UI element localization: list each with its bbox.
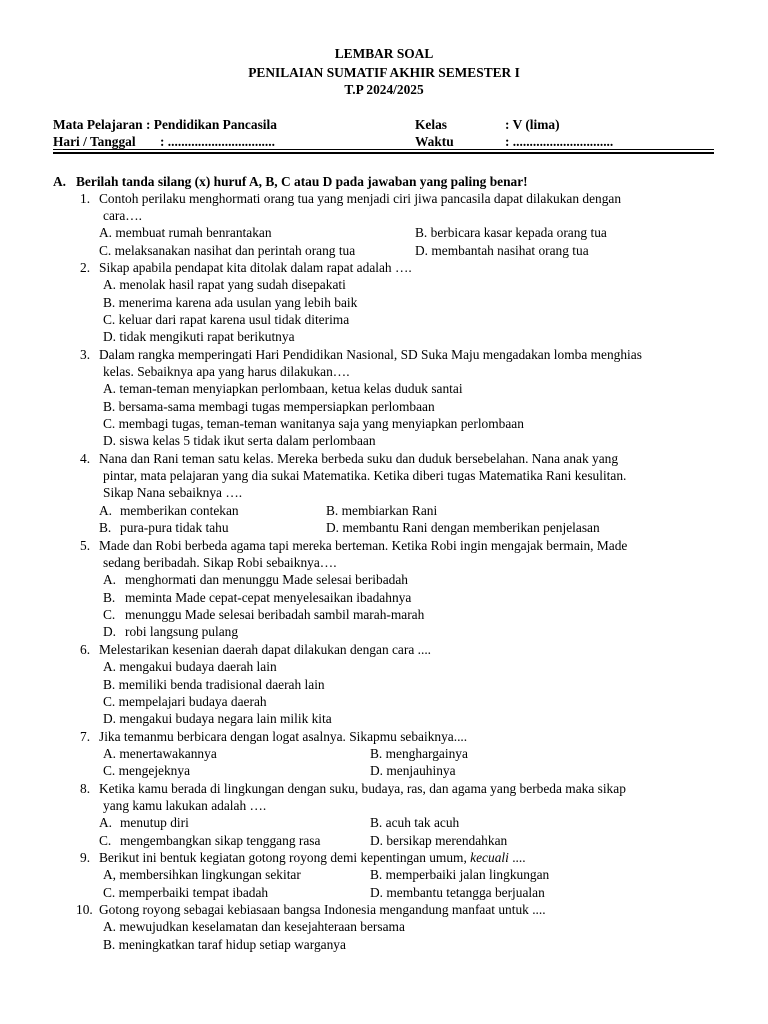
answer-option: memberikan contekan	[120, 503, 239, 518]
answer-option: C. mengejeknya	[103, 763, 191, 778]
option-letter: D.	[103, 624, 117, 639]
option-letter: A.	[99, 815, 113, 830]
question-number: 6.	[80, 642, 91, 657]
answer-option: A, membersihkan lingkungan sekitar	[103, 867, 301, 882]
answer-option: C. mempelajari budaya daerah	[103, 694, 267, 709]
question-number: 5.	[80, 538, 91, 553]
question-number: 8.	[80, 781, 91, 796]
subject-label: Mata Pelajaran : Pendidikan Pancasila	[53, 117, 277, 132]
answer-option: B. meningkatkan taraf hidup setiap warganya	[103, 937, 346, 952]
question-text: sedang beribadah. Sikap Robi sebaiknya….	[103, 555, 337, 570]
question-text	[99, 849, 526, 866]
header-divider-thin	[53, 149, 714, 150]
answer-option: B. memperbaiki jalan lingkungan	[370, 867, 550, 882]
answer-option: B. memiliki benda tradisional daerah lain	[103, 677, 325, 692]
answer-option: D. membantu tetangga berjualan	[370, 885, 545, 900]
time-field: : ..............................	[505, 134, 614, 149]
question-number: 10.	[76, 902, 93, 917]
date-field: : ................................	[160, 134, 275, 149]
answer-option: D. menjauhinya	[370, 763, 456, 778]
class-value: : V (lima)	[505, 117, 560, 132]
answer-option: B. bersama-sama membagi tugas mempersiapkan perlombaan	[103, 399, 435, 414]
question-text: Jika temanmu berbicara dengan logat asalnya. Sikapmu sebaiknya....	[99, 729, 468, 744]
answer-option: A. menolak hasil rapat yang sudah disepakati	[103, 277, 346, 292]
answer-option: D. mengakui budaya negara lain milik kita	[103, 711, 332, 726]
answer-option: C. memperbaiki tempat ibadah	[103, 885, 269, 900]
question-text: Made dan Robi berbeda agama tapi mereka berteman. Ketika Robi ingin mengajak bermain, Made	[99, 538, 628, 553]
answer-option: A. mewujudkan keselamatan dan kesejahteraan bersama	[103, 919, 405, 934]
section-letter: A.	[53, 174, 67, 189]
question-text: Dalam rangka memperingati Hari Pendidikan Nasional, SD Suka Maju mengadakan lomba menghias	[99, 347, 642, 362]
option-letter: C.	[103, 607, 116, 622]
option-letter: A.	[99, 503, 113, 518]
question-text: Sikap Nana sebaiknya ….	[103, 485, 243, 500]
answer-option: B. menerima karena ada usulan yang lebih baik	[103, 295, 358, 310]
question-text: Melestarikan kesenian daerah dapat dilakukan dengan cara ....	[99, 642, 432, 657]
question-number: 7.	[80, 729, 91, 744]
answer-option: menutup diri	[120, 815, 189, 830]
answer-option: C. keluar dari rapat karena usul tidak diterima	[103, 312, 350, 327]
header-divider-thick	[53, 152, 714, 154]
answer-option: B. membiarkan Rani	[326, 503, 438, 518]
question-text: kelas. Sebaiknya apa yang harus dilakukan….	[103, 364, 350, 379]
date-label: Hari / Tanggal	[53, 134, 136, 149]
question-number: 3.	[80, 347, 91, 362]
answer-option: A. menertawakannya	[103, 746, 217, 761]
answer-option: menunggu Made selesai beribadah sambil marah-marah	[125, 607, 425, 622]
answer-option: B. acuh tak acuh	[370, 815, 460, 830]
question-text: Ketika kamu berada di lingkungan dengan suku, budaya, ras, dan agama yang berbeda maka sikap	[99, 781, 626, 796]
class-label: Kelas	[415, 117, 447, 132]
worksheet-title: LEMBAR SOAL	[334, 46, 434, 61]
option-letter: B.	[99, 520, 112, 535]
answer-option: D. bersikap merendahkan	[370, 833, 508, 848]
question-number: 4.	[80, 451, 91, 466]
question-text: Contoh perilaku menghormati orang tua yang menjadi ciri jiwa pancasila dapat dilakukan dengan	[99, 191, 622, 206]
question-number: 1.	[80, 191, 91, 206]
question-number: 9.	[80, 850, 91, 865]
answer-option: A. teman-teman menyiapkan perlombaan, ketua kelas duduk santai	[103, 381, 463, 396]
question-text: cara….	[103, 208, 143, 223]
option-letter: C.	[99, 833, 112, 848]
question-text: Nana dan Rani teman satu kelas. Mereka berbeda suku dan duduk bersebelahan. Nana anak yang	[99, 451, 619, 466]
question-text: Gotong royong sebagai kebiasaan bangsa Indonesia mengandung manfaat untuk ....	[99, 902, 546, 917]
option-letter: B.	[103, 590, 116, 605]
question-text: Sikap apabila pendapat kita ditolak dalam rapat adalah ….	[99, 260, 412, 275]
answer-option: B. menghargainya	[370, 746, 468, 761]
answer-option: D. tidak mengikuti rapat berikutnya	[103, 329, 295, 344]
answer-option: menghormati dan menunggu Made selesai beribadah	[125, 572, 408, 587]
answer-option: D. membantu Rani dengan memberikan penjelasan	[326, 520, 600, 535]
option-letter: A.	[103, 572, 117, 587]
answer-option: C. membagi tugas, teman-teman wanitanya saja yang menyiapkan perlombaan	[103, 416, 524, 431]
question-text-main: Berikut ini bentuk kegiatan gotong royong demi kepentingan umum,	[99, 850, 467, 865]
question-text-ellipsis: ....	[512, 850, 526, 865]
academic-year: T.P 2024/2025	[344, 82, 424, 97]
answer-option: pura-pura tidak tahu	[120, 520, 229, 535]
answer-option: C. melaksanakan nasihat dan perintah orang tua	[99, 243, 356, 258]
answer-option: robi langsung pulang	[125, 624, 239, 639]
answer-option: B. berbicara kasar kepada orang tua	[415, 225, 607, 240]
answer-option: meminta Made cepat-cepat menyelesaikan ibadahnya	[125, 590, 412, 605]
section-instruction: Berilah tanda silang (x) huruf A, B, C atau D pada jawaban yang paling benar!	[76, 174, 528, 189]
question-text-emphasis: kecuali	[470, 850, 509, 865]
exam-name: PENILAIAN SUMATIF AKHIR SEMESTER I	[248, 65, 520, 80]
time-label: Waktu	[415, 134, 454, 149]
question-number: 2.	[80, 260, 91, 275]
answer-option: D. siswa kelas 5 tidak ikut serta dalam perlombaan	[103, 433, 376, 448]
answer-option: mengembangkan sikap tenggang rasa	[120, 833, 321, 848]
question-text: pintar, mata pelajaran yang dia sukai Matematika. Ketika diberi tugas Matematika Rani kesulitan.	[103, 468, 627, 483]
answer-option: A. mengakui budaya daerah lain	[103, 659, 277, 674]
answer-option: A. membuat rumah benrantakan	[99, 225, 272, 240]
question-text: yang kamu lakukan adalah ….	[103, 798, 267, 813]
answer-option: D. membantah nasihat orang tua	[415, 243, 589, 258]
